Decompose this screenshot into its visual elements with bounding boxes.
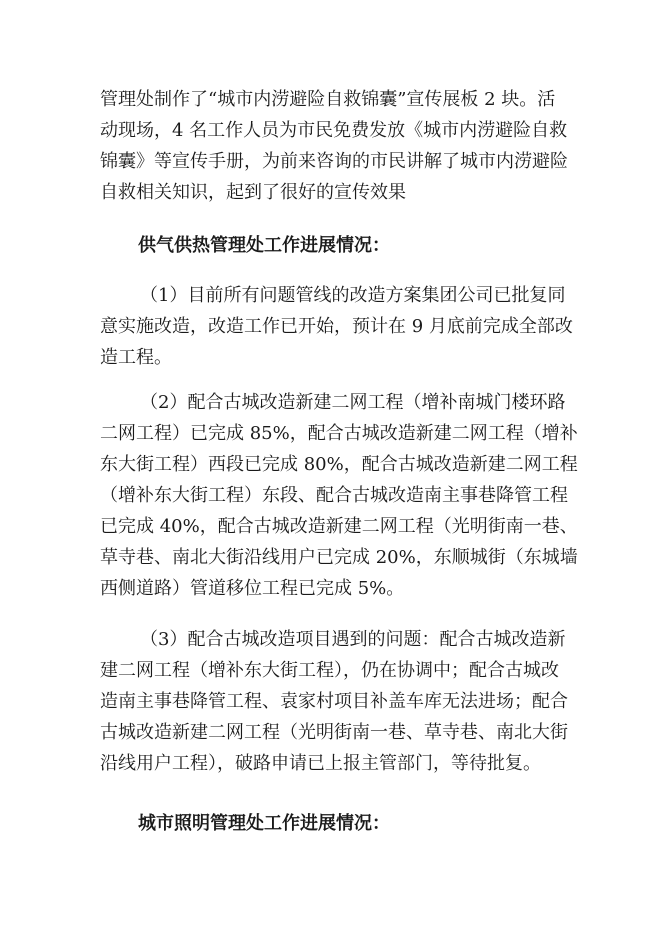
text-line: 动现场，4 名工作人员为市民免费发放《城市内涝避险自救 <box>100 120 568 141</box>
text-line: 造工程。 <box>100 347 172 368</box>
text-line: 古城改造新建二网工程（光明街南一巷、草寺巷、南北大街 <box>100 722 568 743</box>
text-line: （2）配合古城改造新建二网工程（增补南城门楼环路 <box>140 392 566 413</box>
paragraph-item-3 <box>100 624 570 779</box>
text-line: 造南主事巷降管工程、袁家村项目补盖车库无法进场；配合 <box>100 691 568 712</box>
text-line: （3）配合古城改造项目遇到的问题：配合古城改造新 <box>140 629 566 650</box>
text-line: （1）目前所有问题管线的改造方案集团公司已批复同 <box>140 285 566 306</box>
text-line: （增补东大街工程）东段、配合古城改造南主事巷降管工程 <box>100 485 568 506</box>
text-line: 西侧道路）管道移位工程已完成 5%。 <box>100 578 405 599</box>
section-heading-gas-heating: 供气供热管理处工作进展情况： <box>138 235 390 256</box>
paragraph-item-1 <box>100 280 573 373</box>
text-line: 东大街工程）西段已完成 80%，配合古城改造新建二网工程 <box>100 454 578 475</box>
text-line: 自救相关知识，起到了很好的宣传效果 <box>100 182 406 203</box>
section-heading-city-lighting: 城市照明管理处工作进展情况： <box>138 813 390 834</box>
paragraph-publicity <box>100 84 570 208</box>
text-line: 二网工程）已完成 85%，配合古城改造新建二网工程（增补 <box>100 423 578 444</box>
text-line: 意实施改造，改造工作已开始，预计在 9 月底前完成全部改 <box>100 316 573 337</box>
text-line: 草寺巷、南北大街沿线用户已完成 20%，东顺城街（东城墙 <box>100 547 578 568</box>
text-line: 已完成 40%，配合古城改造新建二网工程（光明街南一巷、 <box>100 516 578 537</box>
paragraph-item-2 <box>100 387 578 604</box>
text-line: 建二网工程（增补东大街工程），仍在协调中；配合古城改 <box>100 660 559 681</box>
text-line: 沿线用户工程），破路申请已上报主管部门，等待批复。 <box>100 753 541 774</box>
text-line: 锦囊》等宣传手册，为前来咨询的市民讲解了城市内涝避险 <box>100 151 568 172</box>
text-line: 管理处制作了“城市内涝避险自救锦囊”宣传展板 2 块。活 <box>100 89 556 110</box>
